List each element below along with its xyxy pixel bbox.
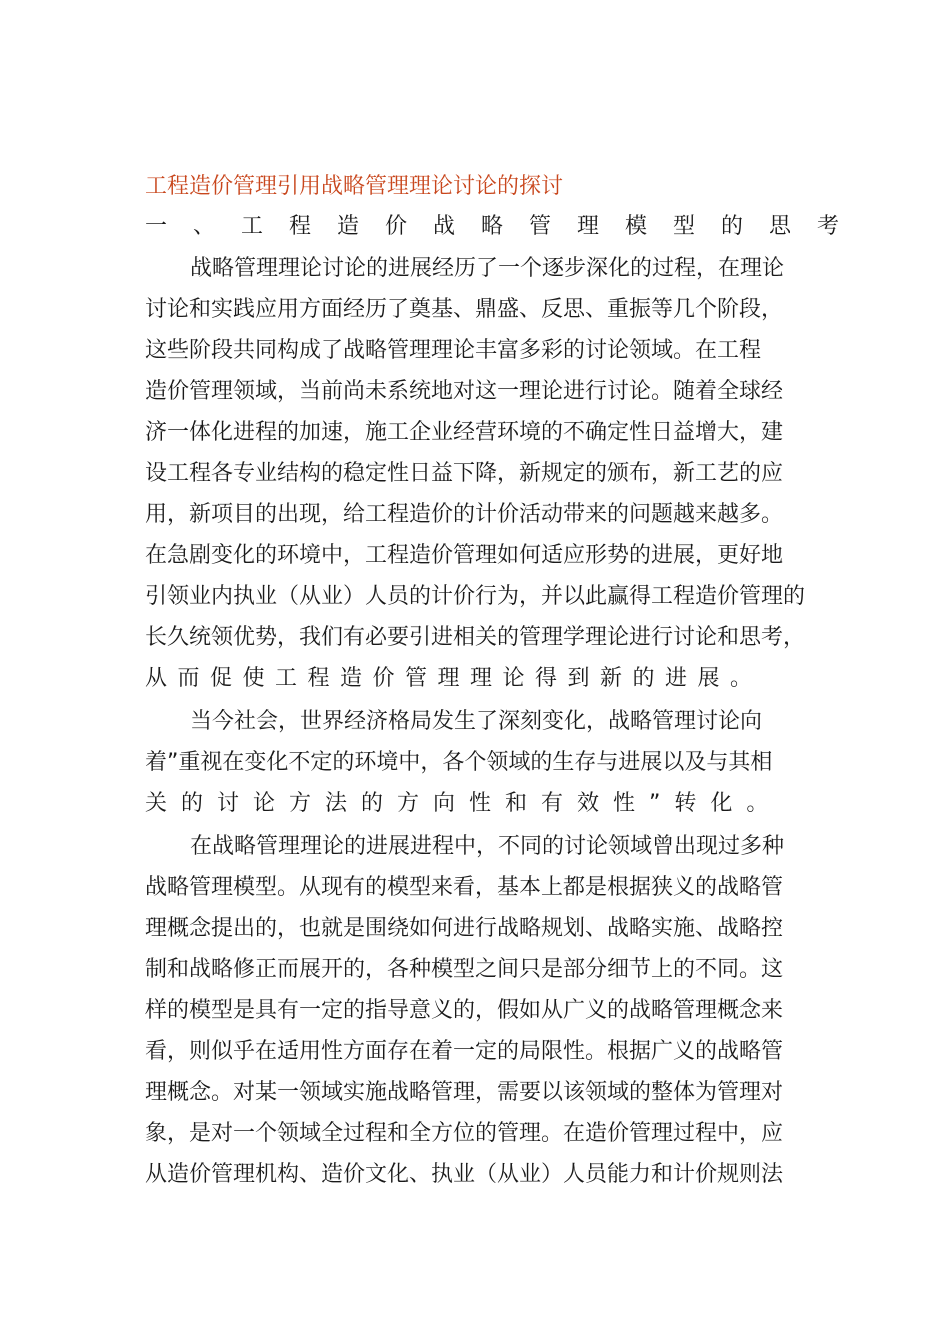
paragraph-line: 着”重视在变化不定的环境中，各个领域的生存与进展以及与其相 [145,750,773,775]
paragraph-line: 从造价管理机构、造价文化、执业（从业）人员能力和计价规则法 [145,1162,784,1187]
paragraph-line: 讨论和实践应用方面经历了奠基、鼎盛、反思、重振等几个阶段， [145,297,784,322]
paragraph-line: 看，则似乎在适用性方面存在着一定的局限性。根据广义的战略管 [145,1039,784,1064]
paragraph-line: 理概念。对某一领域实施战略管理，需要以该领域的整体为管理对 [145,1080,784,1105]
paragraph-line: 这些阶段共同构成了战略管理理论丰富多彩的讨论领域。在工程 [145,338,762,363]
document-title: 工程造价管理引用战略管理理论讨论的探讨 [145,174,564,199]
paragraph-line: 理概念提出的，也就是围绕如何进行战略规划、战略实施、战略控 [145,916,784,941]
paragraph-line: 长久统领优势，我们有必要引进相关的管理学理论进行讨论和思考， [145,625,806,650]
paragraph-line: 制和战略修正而展开的，各种模型之间只是部分细节上的不同。这 [145,957,784,982]
paragraph-line: 象，是对一个领域全过程和全方位的管理。在造价管理过程中，应 [145,1121,784,1146]
paragraph-line: 在战略管理理论的进展进程中，不同的讨论领域曾出现过多种 [190,834,785,859]
paragraph-line: 造价管理领域，当前尚未系统地对这一理论进行讨论。随着全球经 [145,379,784,404]
paragraph-line: 战略管理理论讨论的进展经历了一个逐步深化的过程，在理论 [190,256,785,281]
paragraph-line: 用，新项目的出现，给工程造价的计价活动带来的问题越来越多。 [145,502,784,527]
paragraph-line: 关的讨论方法的方向性和有效性”转化。 [145,791,783,816]
paragraph-line: 设工程各专业结构的稳定性日益下降，新规定的颁布，新工艺的应 [145,461,784,486]
paragraph-line: 战略管理模型。从现有的模型来看，基本上都是根据狭义的战略管 [145,875,784,900]
paragraph-line: 在急剧变化的环境中，工程造价管理如何适应形势的进展，更好地 [145,543,784,568]
paragraph-line: 引领业内执业（从业）人员的计价行为，并以此赢得工程造价管理的 [145,584,806,609]
paragraph-line: 当今社会，世界经济格局发生了深刻变化，战略管理讨论向 [190,709,763,734]
paragraph-line: 济一体化进程的加速，施工企业经营环境的不确定性日益增大，建 [145,420,784,445]
paragraph-line: 样的模型是具有一定的指导意义的，假如从广义的战略管理概念来 [145,998,784,1023]
paragraph-line: 从而促使工程造价管理理论得到新的进展。 [145,666,763,691]
section-heading: 一、工程造价战略管理模型的思考 [145,214,866,239]
